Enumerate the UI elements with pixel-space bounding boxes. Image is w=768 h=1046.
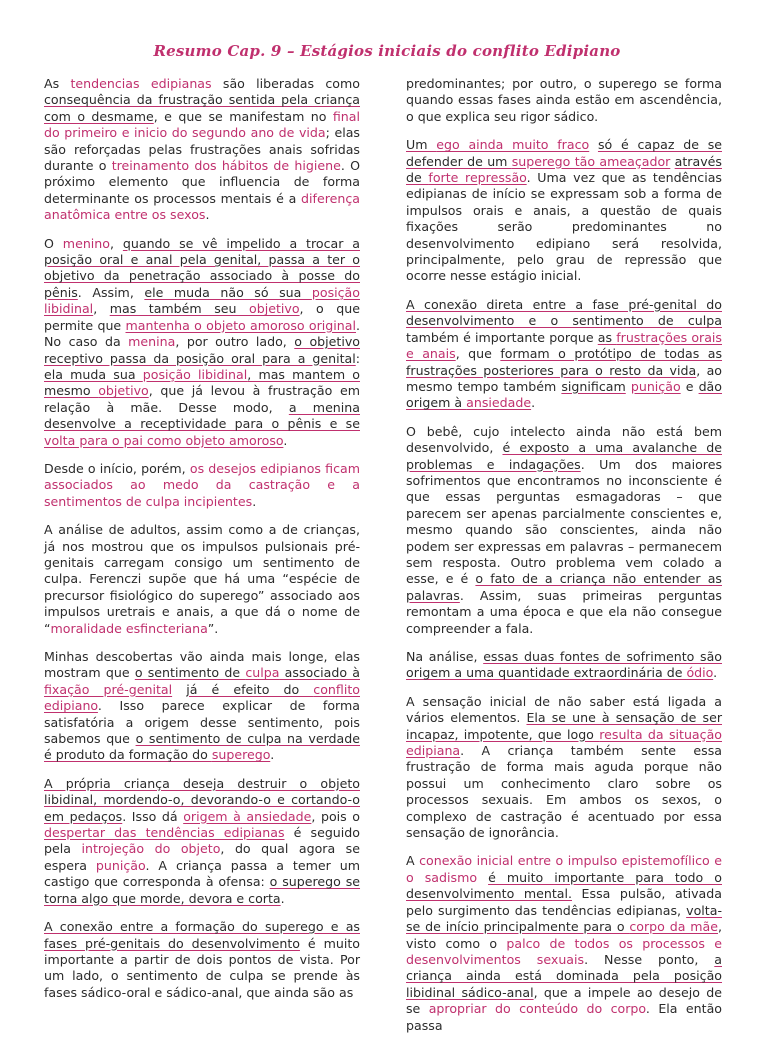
highlighted-underlined-text: superego bbox=[211, 747, 271, 763]
highlighted-underlined-text: frustrações orais e anais bbox=[406, 329, 722, 362]
text-run: . Nesse ponto, bbox=[584, 951, 715, 967]
underlined-text: dão origem à bbox=[406, 378, 722, 411]
highlighted-underlined-text: posição libidinal bbox=[44, 284, 360, 317]
text-run: são liberadas como bbox=[211, 76, 360, 91]
text-run: : bbox=[355, 350, 360, 366]
text-run: O bebê, cujo intelecto ainda não está bem desenvolvido, bbox=[406, 423, 722, 456]
paragraph bbox=[406, 649, 722, 682]
highlighted-underlined-text: ódio bbox=[686, 665, 714, 681]
highlighted-underlined-text: objetivo bbox=[249, 301, 300, 317]
underlined-text: é exposto a uma avalanche de problemas e indagações bbox=[406, 440, 722, 472]
text-run: é muito importante a partir de dois pontos de vista. Por um lado, o sentimento de culpa se prende às fases sádico-oral e sádico-anal, que ainda são as bbox=[44, 935, 360, 1000]
paragraph bbox=[406, 853, 722, 1033]
text-run: . bbox=[531, 395, 536, 411]
text-run: , que já levou à frustração em relação à mãe. Desse modo, bbox=[44, 383, 360, 415]
highlighted-underlined-text: conflito edipiano bbox=[44, 681, 360, 714]
underlined-text: as bbox=[597, 329, 617, 345]
text-run: predominantes; por outro, o superego se forma quando essas fases ainda estão em ascendência, o que explica seu rigor sádico. bbox=[406, 76, 722, 124]
underlined-text: o sentimento de culpa na verdade é produto da formação do bbox=[44, 731, 360, 763]
text-run: também é importante porque bbox=[406, 329, 598, 345]
text-run: ; elas são reforçadas pelas frustrações anais sofridas durante o bbox=[44, 125, 360, 174]
highlighted-text: tendencias edipianas bbox=[70, 76, 212, 91]
highlighted-text: moralidade esfincteriana bbox=[50, 620, 208, 636]
underlined-text: A conexão direta entre a fase pré-genital do desenvolvimento e o sentimento de culpa bbox=[406, 296, 722, 329]
text-run: . No caso da bbox=[44, 317, 361, 350]
highlighted-underlined-text: posição libidinal bbox=[142, 366, 248, 382]
text-columns bbox=[44, 76, 730, 1046]
highlighted-underlined-text: fixação pré-genital bbox=[44, 681, 173, 697]
paragraph bbox=[44, 649, 360, 764]
paragraph bbox=[406, 424, 722, 637]
highlighted-underlined-text: origem à ansiedade bbox=[183, 808, 312, 824]
highlighted-text: treinamento dos hábitos de higiene bbox=[111, 158, 341, 174]
underlined-text: a criança ainda está dominada pela posição libidinal sádico-anal bbox=[406, 951, 722, 1000]
highlighted-underlined-text: forte repressão bbox=[428, 170, 527, 186]
text-run: . Um dos maiores sofrimentos que encontramos no inconsciente é que essas perguntas esmagadoras – que parecem ser apenas parcialmente conscientes e, mesmo quando são conscientes, ainda não podem ser expressas em palavras – permanecem sem resposta. Outro problema vem colado a esse, e é bbox=[406, 456, 722, 587]
text-run: , que bbox=[455, 346, 501, 362]
text-run: . bbox=[252, 493, 257, 509]
highlighted-text: os desejos edipianos ficam associados ao medo da castração e a sentimentos de culpa incipientes bbox=[44, 460, 360, 509]
underlined-text: quando se vê impelido a trocar a posição oral e anal pela genital, passa a ter o objetivo da penetração associado à posse do pênis bbox=[44, 235, 360, 300]
highlighted-underlined-text: resulta da situação edipiana bbox=[406, 726, 722, 759]
paragraph bbox=[44, 522, 360, 637]
text-run: . A criança também sente essa frustração de forma mais aguda porque não possui um conhecimento claro sobre os processos sexuais. Em ambos os sexos, o complexo de castração é acentuado por essa sensação de ignorância. bbox=[406, 743, 722, 841]
text-run: , e que se manifestam no bbox=[153, 108, 333, 124]
text-run: . O próximo elemento que influencia de forma determinante os processos mentais é a bbox=[44, 158, 360, 206]
underlined-text: A conexão entre a formação do superego e as fases pré-genitais do desenvolvimento bbox=[44, 919, 360, 951]
text-run: . bbox=[713, 665, 718, 681]
paragraph bbox=[406, 76, 722, 125]
text-run: . Assim, suas primeiras perguntas remontam a uma época e que ela não consegue compreender a fala. bbox=[406, 587, 722, 636]
text-run: . Ela então passa bbox=[406, 1001, 722, 1033]
highlighted-text: palco de todos os processos e desenvolvimentos sexuais bbox=[406, 935, 722, 967]
highlighted-text: conexão inicial entre o impulso epistemofílico e o sadismo bbox=[406, 853, 722, 885]
underlined-text: volta-se de início principalmente para o bbox=[406, 902, 722, 935]
highlighted-underlined-text: punição bbox=[630, 378, 681, 394]
text-run: , do qual agora se espera bbox=[44, 841, 360, 873]
highlighted-underlined-text: ansiedade bbox=[466, 395, 532, 411]
highlighted-underlined-text: volta para o pai como objeto amoroso bbox=[44, 432, 284, 448]
text-run: , por outro lado, bbox=[175, 334, 295, 350]
text-run: , ao mesmo tempo também bbox=[406, 362, 722, 394]
paragraph bbox=[44, 919, 360, 1001]
paragraph bbox=[44, 76, 360, 224]
underlined-text: Ela se une à sensação de ser incapaz, impotente, que logo bbox=[406, 710, 722, 742]
text-run: é seguido pela bbox=[44, 825, 360, 857]
text-run: , bbox=[93, 301, 110, 317]
underlined-text: essas duas fontes de sofrimento são origem a uma quantidade extraordinária de bbox=[406, 649, 722, 681]
text-run: Essa pulsão, ativada pelo surgimento das tendências edipianas, bbox=[406, 886, 722, 918]
text-run: , que a impele ao desejo de se bbox=[406, 984, 722, 1017]
text-run: A sensação inicial de não saber está ligada a vários elementos. bbox=[406, 693, 722, 726]
highlighted-text: punição bbox=[95, 857, 146, 873]
text-run: Minhas descobertas vão ainda mais longe, elas mostram que bbox=[44, 649, 360, 681]
highlighted-underlined-text: ego ainda muito fraco bbox=[436, 137, 590, 153]
text-run: , pois o bbox=[311, 808, 360, 824]
highlighted-underlined-text: despertar das tendências edipianas bbox=[44, 825, 285, 841]
text-run: O bbox=[44, 235, 63, 251]
underlined-text: ele muda não só sua bbox=[144, 284, 312, 300]
highlighted-text: diferença anatômica entre os sexos bbox=[44, 190, 360, 223]
text-run: A bbox=[406, 853, 420, 869]
underlined-text: A própria criança deseja destruir o objeto libidinal, mordendo-o, devorando-o e cortando-o em pedaços bbox=[44, 775, 360, 824]
underlined-text: associado à bbox=[279, 665, 360, 681]
paragraph bbox=[406, 297, 722, 412]
text-run: . bbox=[270, 747, 275, 763]
text-run: . Uma vez que as tendências edipianas de início se expressam sob a forma de impulsos orais e anais, a questão de quais fixações serão predominantes no desenvolvimento edipiano será resolvida, principalmente, pelo grau de repressão que ocorre nesse estágio inicial. bbox=[406, 170, 722, 284]
underlined-text: o superego se torna algo que morde, devora e corta bbox=[44, 874, 361, 906]
text-run: e bbox=[680, 378, 699, 394]
text-run: . Isso dá bbox=[122, 808, 184, 824]
highlighted-underlined-text: mantenha o objeto amoroso original bbox=[125, 317, 356, 333]
text-run: , o que permite que bbox=[44, 301, 360, 333]
page-title: Resumo Cap. 9 – Estágios iniciais do conflito Edipiano bbox=[153, 42, 621, 60]
paragraph bbox=[44, 776, 360, 907]
underlined-text: ela muda sua bbox=[44, 366, 143, 382]
text-run bbox=[172, 682, 186, 697]
text-run: As bbox=[44, 76, 71, 91]
underlined-text: o objetivo receptivo passa da posição oral para a genital bbox=[44, 334, 360, 366]
underlined-text: formam o protótipo de todas as frustrações posteriores para o resto da vida bbox=[406, 346, 723, 378]
right-column bbox=[406, 76, 722, 1046]
text-run: , visto como o bbox=[406, 919, 722, 951]
left-column bbox=[44, 76, 360, 1046]
text-run: . A criança passa a temer um castigo que corresponda à ofensa: bbox=[44, 857, 360, 890]
underlined-text: através de bbox=[406, 153, 722, 186]
text-run: . Isso parece explicar de forma satisfatória a origem desse sentimento, pois sabemos que bbox=[44, 698, 360, 747]
text-run: . bbox=[205, 207, 210, 223]
underlined-text: Um bbox=[406, 137, 437, 153]
underlined-text: só é capaz de se defender de um bbox=[406, 137, 722, 169]
text-run: A análise de adultos, assim como a de crianças, já nos mostrou que os impulsos pulsionais pré-genitais carregam consigo um sentimento de culpa. Ferenczi supõe que há uma “espécie de precursor fisiológico do superego” associado aos impulsos uretrais e anais, a que dá o nome de “ bbox=[44, 522, 360, 636]
underlined-text: o fato de a criança não entender as palavras bbox=[406, 571, 722, 603]
highlighted-text: final do primeiro e inicio do segundo ano de vida bbox=[44, 108, 360, 141]
text-run: . bbox=[283, 432, 288, 448]
highlighted-underlined-text: objetivo bbox=[98, 383, 149, 399]
text-run bbox=[477, 870, 488, 885]
text-run: Na análise, bbox=[406, 649, 484, 664]
underlined-text: a menina desenvolve a receptividade para o pênis e se bbox=[44, 399, 360, 432]
highlighted-underlined-text: superego tão ameaçador bbox=[511, 153, 671, 169]
underlined-text: significam bbox=[561, 378, 626, 394]
paragraph bbox=[406, 694, 722, 842]
paragraph bbox=[406, 137, 722, 285]
text-run: , bbox=[109, 235, 123, 251]
highlighted-text: menino bbox=[62, 235, 110, 251]
text-run: Desde o início, porém, bbox=[44, 460, 190, 476]
paragraph bbox=[44, 236, 360, 449]
text-run: . Assim, bbox=[77, 284, 145, 300]
text-run bbox=[589, 137, 598, 152]
text-run: ”. bbox=[207, 620, 219, 636]
underlined-text: consequência da frustração sentida pela criança com o desmame bbox=[44, 92, 360, 124]
highlighted-text: apropriar do conteúdo do corpo bbox=[428, 1001, 646, 1017]
underlined-text: o sentimento de bbox=[134, 665, 246, 681]
highlighted-underlined-text: culpa bbox=[245, 665, 280, 681]
underlined-text: , mas mantem o mesmo bbox=[44, 366, 360, 399]
underlined-text: mas também seu bbox=[109, 301, 249, 317]
highlighted-text: introjeção do objeto bbox=[81, 841, 221, 857]
underlined-text: é muito importante para todo o desenvolvimento mental. bbox=[406, 869, 722, 902]
paragraph bbox=[44, 461, 360, 510]
highlighted-text: menina bbox=[128, 334, 176, 350]
underlined-text: já é efeito do bbox=[186, 681, 314, 697]
text-run: . bbox=[280, 890, 285, 906]
highlighted-underlined-text: corpo da mãe bbox=[629, 919, 718, 935]
